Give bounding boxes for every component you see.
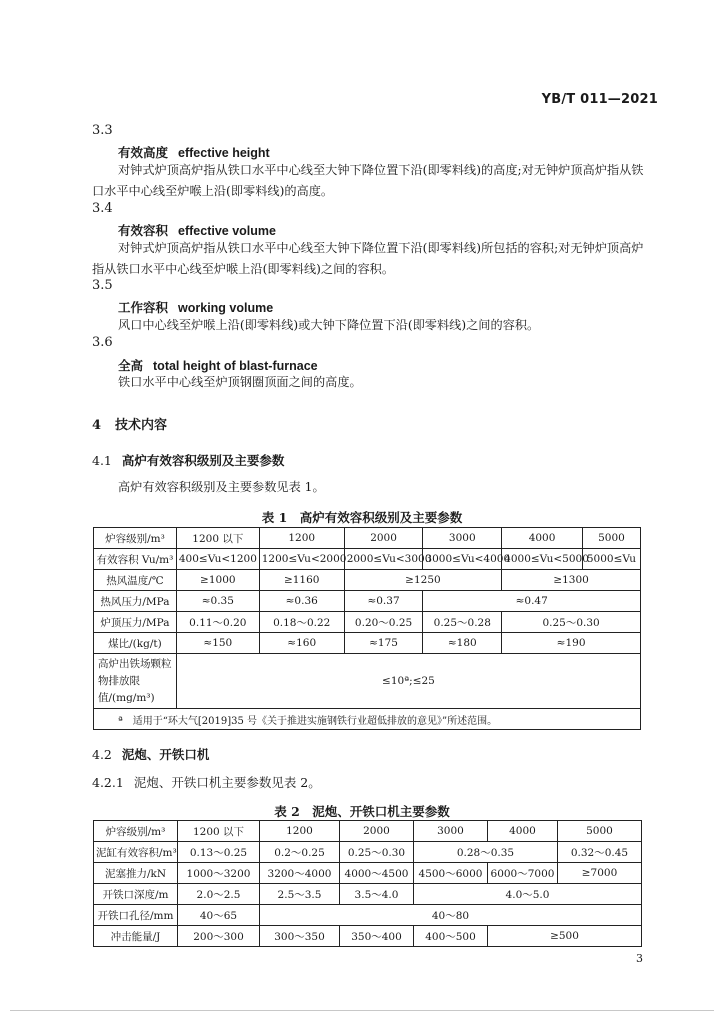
table-cell: 400≤Vu<1200 (176, 549, 259, 570)
table-row (94, 612, 641, 633)
section-number: 4.1 (92, 453, 112, 468)
table-cell: 5000 (558, 821, 642, 842)
table-cell: ≥1000 (176, 570, 259, 591)
clause-number: 4.2.1 (92, 775, 124, 790)
row-header: 开铁口孔径/mm (94, 905, 178, 926)
section-heading-4 (92, 414, 167, 433)
term-cn: 全高 (118, 358, 144, 373)
table-cell: 4000 (502, 528, 583, 549)
section-heading-4-1 (92, 451, 284, 469)
table-cell: 5000 (582, 528, 640, 549)
term-en: effective volume (178, 224, 276, 238)
table-cell: 4500～6000 (414, 863, 488, 884)
term-effective-height (118, 143, 270, 161)
table-cell: 4000 (488, 821, 558, 842)
row-header: 泥缸有效容积/m³ (94, 842, 178, 863)
table-cell: 3000 (423, 528, 502, 549)
table-cell: 0.25～0.30 (340, 842, 414, 863)
table-cell: 3000≤Vu<4000 (423, 549, 502, 570)
table-cell: ≥1250 (344, 570, 501, 591)
clause-number-3-5: 3.5 (92, 278, 113, 293)
table-footnote: ª 适用于“环大气[2019]35 号《关于推进实施钢铁行业超低排放的意见》”所述范围。 (94, 709, 641, 730)
table-cell: 4000～4500 (340, 863, 414, 884)
row-header: 开铁口深度/m (94, 884, 178, 905)
table-cell: 2.5～3.5 (260, 884, 340, 905)
section-title: 高炉有效容积级别及主要参数 (121, 453, 285, 468)
row-header: 炉容级别/m³ (94, 821, 178, 842)
table-row (94, 905, 642, 926)
table-cell: 3.5～4.0 (340, 884, 414, 905)
table-cell: 0.32～0.45 (558, 842, 642, 863)
table-cell: 0.20～0.25 (344, 612, 423, 633)
table-row (94, 884, 642, 905)
table-row (94, 654, 641, 709)
table-2 (93, 820, 642, 947)
term-en: working volume (178, 301, 274, 315)
section-heading-4-2 (92, 745, 209, 763)
row-header: 热风温度/℃ (94, 570, 177, 591)
standard-code: YB/T 011—2021 (541, 92, 658, 107)
row-header: 热风压力/MPa (94, 591, 177, 612)
table-row (94, 821, 642, 842)
table-cell: 1200 (259, 528, 344, 549)
table-cell: ≈160 (259, 633, 344, 654)
table-row (94, 570, 641, 591)
table-cell: 2000 (340, 821, 414, 842)
table-cell: 4.0～5.0 (414, 884, 642, 905)
table-cell: 3000 (414, 821, 488, 842)
row-header: 炉容级别/m³ (94, 528, 177, 549)
term-working-volume (118, 298, 273, 316)
table-cell: ≥1160 (259, 570, 344, 591)
section-number: 4.2 (92, 747, 112, 762)
table-cell: 0.13～0.25 (178, 842, 260, 863)
clause-number-3-4: 3.4 (92, 201, 113, 216)
table-1 (93, 527, 641, 730)
table-cell: 350～400 (340, 926, 414, 947)
table-cell: 0.28～0.35 (414, 842, 558, 863)
table-row (94, 549, 641, 570)
row-header: 泥塞推力/kN (94, 863, 178, 884)
table-cell: ≥1300 (502, 570, 641, 591)
row-header: 有效容积 Vu/m³ (94, 549, 177, 570)
table-cell: ≈190 (502, 633, 641, 654)
table-cell: 2.0～2.5 (178, 884, 260, 905)
table-cell: 2000≤Vu<3000 (344, 549, 423, 570)
table-cell: 1200≤Vu<2000 (259, 549, 344, 570)
clause-number-3-3: 3.3 (92, 123, 113, 138)
table-cell: 1200 以下 (176, 528, 259, 549)
table-cell: ≈0.47 (423, 591, 641, 612)
clause-number-3-6: 3.6 (92, 335, 113, 350)
table-row (94, 633, 641, 654)
term-definition: 风口中心线至炉喉上沿(即零料线)或大钟下降位置下沿(即零料线)之间的容积。 (118, 318, 540, 332)
section-title: 技术内容 (115, 418, 168, 433)
table-cell: ≈0.37 (344, 591, 423, 612)
term-effective-volume (118, 221, 276, 239)
table-cell: 0.18～0.22 (259, 612, 344, 633)
table-cell: 6000～7000 (488, 863, 558, 884)
table-cell: 5000≤Vu (582, 549, 640, 570)
term-en: effective height (178, 146, 270, 160)
table-cell: 0.25～0.28 (423, 612, 502, 633)
table-row (94, 926, 642, 947)
table-row (94, 528, 641, 549)
table-cell: 0.2～0.25 (260, 842, 340, 863)
table-cell: 1000～3200 (178, 863, 260, 884)
term-cn: 有效高度 (118, 145, 169, 160)
row-header: 炉顶压力/MPa (94, 612, 177, 633)
table-cell: ≈150 (176, 633, 259, 654)
term-cn: 工作容积 (118, 300, 169, 315)
table-cell: 3200～4000 (260, 863, 340, 884)
table-cell: ≤10ª;≤25 (176, 654, 640, 709)
term-en: total height of blast-furnace (153, 359, 318, 373)
paragraph-4-2-1 (92, 773, 321, 791)
table-cell: ≥500 (488, 926, 642, 947)
section-number: 4 (92, 418, 102, 433)
table-cell: ≈180 (423, 633, 502, 654)
table-cell: 40～80 (260, 905, 642, 926)
paragraph-text: 泥炮、开铁口机主要参数见表 2。 (133, 775, 321, 790)
table-cell: 1200 以下 (178, 821, 260, 842)
table-cell: ≥7000 (558, 863, 642, 884)
row-header: 高炉出铁场颗粒物排放限值/(mg/m³) (94, 654, 177, 709)
table-cell: 400～500 (414, 926, 488, 947)
table-row (94, 842, 642, 863)
table-cell: 0.25～0.30 (502, 612, 641, 633)
table-cell: ≈0.35 (176, 591, 259, 612)
table-cell: 40～65 (178, 905, 260, 926)
page-number: 3 (636, 952, 643, 965)
row-header: 煤比/(kg/t) (94, 633, 177, 654)
table-cell: 300～350 (260, 926, 340, 947)
term-definition: 铁口水平中心线至炉顶钢圈顶面之间的高度。 (118, 375, 362, 389)
table-cell: ≈0.36 (259, 591, 344, 612)
table-2-caption: 表 2 泥炮、开铁口机主要参数 (274, 804, 450, 819)
table-row (94, 709, 641, 730)
table-row (94, 863, 642, 884)
table-cell: 1200 (260, 821, 340, 842)
table-cell: 200～300 (178, 926, 260, 947)
table-1-caption: 表 1 高炉有效容积级别及主要参数 (261, 510, 463, 525)
row-header: 冲击能量/J (94, 926, 178, 947)
page-divider (10, 1010, 714, 1011)
term-cn: 有效容积 (118, 223, 169, 238)
table-cell: 4000≤Vu<5000 (502, 549, 583, 570)
table-cell: ≈175 (344, 633, 423, 654)
table-cell: 2000 (344, 528, 423, 549)
term-definition: 对钟式炉顶高炉指从铁口水平中心线至大钟下降位置下沿(即零料线)的高度;对无钟炉顶高炉指从铁口水平中心线至炉喉上沿(即零料线)的高度。 (92, 163, 644, 198)
table-cell: 0.11～0.20 (176, 612, 259, 633)
table-row (94, 591, 641, 612)
term-definition: 对钟式炉顶高炉指从铁口水平中心线至大钟下降位置下沿(即零料线)所包括的容积;对无钟炉顶高炉指从铁口水平中心线至炉喉上沿(即零料线)之间的容积。 (92, 241, 644, 276)
paragraph-4-1: 高炉有效容积级别及主要参数见表 1。 (118, 480, 325, 494)
section-title: 泥炮、开铁口机 (121, 747, 210, 762)
